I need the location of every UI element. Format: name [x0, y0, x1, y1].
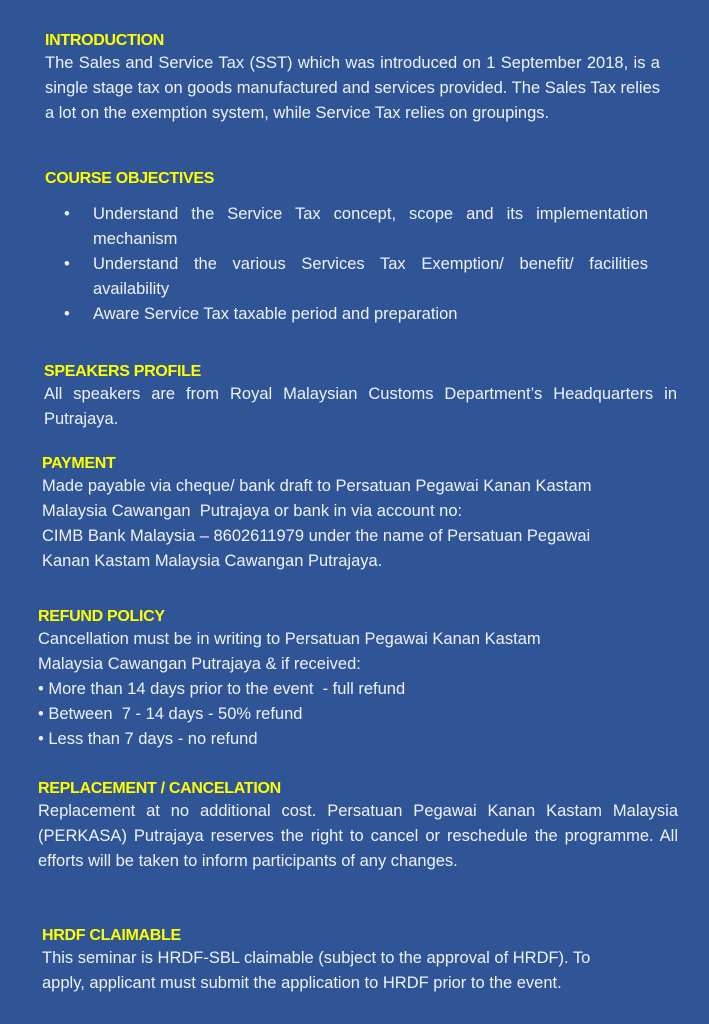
- objectives-list: [45, 202, 648, 327]
- payment-account-line: CIMB Bank Malaysia – 8602611979 under the name of Persatuan Pegawai: [42, 527, 591, 545]
- refund-line: Malaysia Cawangan Putrajaya & if received:: [38, 655, 361, 673]
- course-objectives-section: [45, 169, 648, 327]
- objective-item: • Aware Service Tax taxable period and preparation: [45, 302, 648, 327]
- introduction-section: [45, 31, 660, 126]
- replacement-heading: REPLACEMENT / CANCELATION: [38, 780, 281, 797]
- objective-item: • Understand the Service Tax concept, scope and its implementation mechanism: [45, 202, 648, 252]
- introduction-text: The Sales and Service Tax (SST) which was introduced on 1 September 2018, is a single stage tax on goods manufactured and services provided. The Sales Tax relies a lot on the exemption system, while Service Tax relies on groupings.: [45, 54, 660, 122]
- payment-heading: PAYMENT: [42, 455, 116, 472]
- objective-item: • Understand the various Services Tax Exemption/ benefit/ facilities availability: [45, 252, 648, 302]
- course-objectives-heading: COURSE OBJECTIVES: [45, 170, 215, 187]
- bullet-icon: •: [64, 255, 70, 273]
- introduction-heading: INTRODUCTION: [45, 32, 165, 49]
- refund-policy-heading: REFUND POLICY: [38, 608, 165, 625]
- bullet-icon: •: [64, 205, 70, 223]
- speakers-profile-text: All speakers are from Royal Malaysian Customs Department’s Headquarters in Putrajaya.: [44, 385, 677, 428]
- hrdf-line: This seminar is HRDF-SBL claimable (subject to the approval of HRDF). To: [42, 949, 591, 967]
- replacement-section: [38, 779, 678, 874]
- refund-item: • Between 7 - 14 days - 50% refund: [38, 705, 303, 723]
- payment-section: [42, 454, 682, 574]
- payment-line: Malaysia Cawangan Putrajaya or bank in via account no:: [42, 502, 463, 520]
- payment-line: Kanan Kastam Malaysia Cawangan Putrajaya.: [42, 552, 383, 570]
- hrdf-line: apply, applicant must submit the application to HRDF prior to the event.: [42, 974, 562, 992]
- hrdf-section: [42, 926, 682, 996]
- hrdf-heading: HRDF CLAIMABLE: [42, 927, 181, 944]
- refund-policy-section: [38, 607, 678, 752]
- speakers-profile-heading: SPEAKERS PROFILE: [44, 363, 202, 380]
- speakers-profile-section: [44, 362, 677, 432]
- payment-line: Made payable via cheque/ bank draft to Persatuan Pegawai Kanan Kastam: [42, 477, 592, 495]
- replacement-text: Replacement at no additional cost. Persatuan Pegawai Kanan Kastam Malaysia (PERKASA) Putrajaya reserves the right to cancel or reschedule the programme. All efforts will be taken to inform participants of any changes.: [38, 802, 678, 870]
- bullet-icon: •: [64, 305, 70, 323]
- refund-item: • More than 14 days prior to the event - full refund: [38, 680, 406, 698]
- refund-line: Cancellation must be in writing to Persatuan Pegawai Kanan Kastam: [38, 630, 541, 648]
- refund-item: • Less than 7 days - no refund: [38, 730, 258, 748]
